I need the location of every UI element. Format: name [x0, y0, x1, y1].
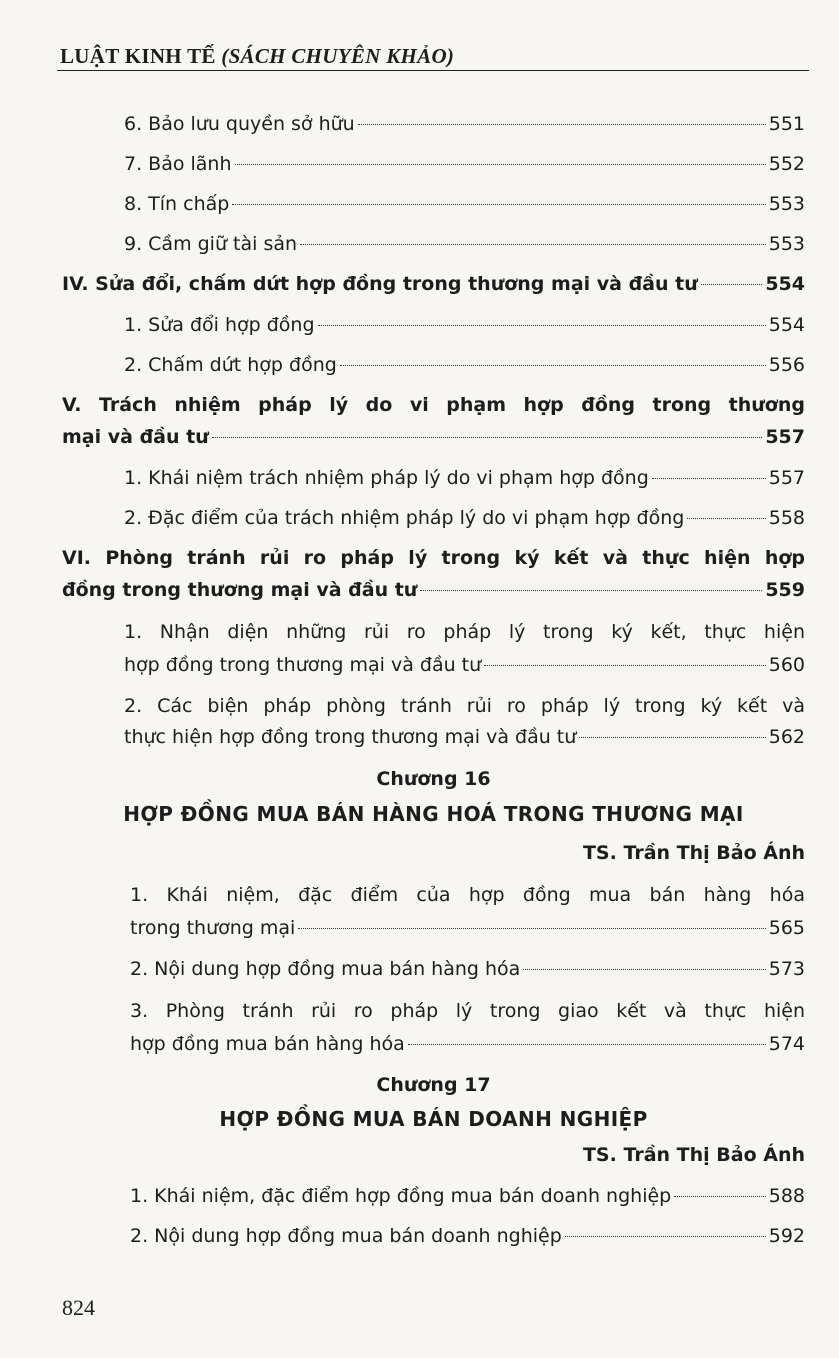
chapter-16-title: HỢP ĐỒNG MUA BÁN HÀNG HOÁ TRONG THƯƠNG MẠI: [123, 802, 744, 826]
dot-leader: [298, 928, 765, 929]
dot-leader: [687, 518, 765, 519]
toc-section-vi: [62, 575, 805, 605]
dot-leader: [484, 665, 766, 666]
toc-entry: [124, 503, 805, 533]
book-subtitle: (SÁCH CHUYÊN KHẢO): [221, 44, 455, 68]
toc-entry-title: 1. Sửa đổi hợp đồng: [124, 314, 315, 336]
toc-entry: [124, 229, 805, 259]
dot-leader: [300, 244, 766, 245]
chapter-16-author: TS. Trần Thị Bảo Ánh: [582, 842, 805, 864]
toc-entry-title: 1. Khái niệm, đặc điểm hợp đồng mua bán doanh nghiệp: [130, 1185, 672, 1207]
dot-leader: [212, 437, 763, 438]
dot-leader: [340, 365, 766, 366]
toc-page-number: 552: [768, 153, 805, 175]
toc-entry-title: hợp đồng trong thương mại và đầu tư: [124, 654, 482, 676]
toc-entry: [124, 350, 805, 380]
toc-page-number: 554: [768, 314, 805, 336]
toc-entry-title: 2. Đặc điểm của trách nhiệm pháp lý do vi phạm hợp đồng: [124, 507, 685, 529]
toc-section-v-line1: V. Trách nhiệm pháp lý do vi phạm hợp đồng trong thương: [62, 394, 805, 416]
toc-entry-title: trong thương mại: [130, 917, 296, 939]
toc-entry-line1: 1. Nhận diện những rủi ro pháp lý trong ký kết, thực hiện: [124, 621, 805, 643]
toc-section-v: [62, 422, 805, 452]
toc-page-number: 554: [765, 273, 805, 295]
dot-leader: [652, 478, 766, 479]
toc-page-number: 557: [768, 467, 805, 489]
toc-page-number: 562: [768, 726, 805, 748]
toc-entry-title: 7. Bảo lãnh: [124, 153, 232, 175]
running-head: [60, 44, 454, 69]
toc-section-iv: [62, 269, 805, 299]
toc-entry: [130, 954, 805, 984]
toc-entry-title: 9. Cầm giữ tài sản: [124, 233, 298, 255]
dot-leader: [235, 164, 766, 165]
dot-leader: [523, 969, 765, 970]
toc-entry: [124, 189, 805, 219]
toc-entry: [130, 913, 805, 943]
dot-leader: [565, 1236, 766, 1237]
toc-entry: [130, 1181, 805, 1211]
dot-leader: [701, 284, 763, 285]
dot-leader: [674, 1196, 766, 1197]
toc-entry: [124, 149, 805, 179]
toc-entry-line1: 3. Phòng tránh rủi ro pháp lý trong giao kết và thực hiện: [130, 1000, 805, 1022]
toc-entry-title: đồng trong thương mại và đầu tư: [62, 579, 418, 601]
toc-page-number: 556: [768, 354, 805, 376]
dot-leader: [232, 204, 765, 205]
toc-entry-line1: 2. Các biện pháp phòng tránh rủi ro pháp lý trong ký kết và: [124, 695, 805, 717]
toc-entry-title: thực hiện hợp đồng trong thương mại và đầu tư: [124, 726, 577, 748]
dot-leader: [420, 590, 762, 591]
book-title: LUẬT KINH TẾ: [60, 44, 216, 68]
header-rule: [57, 70, 809, 71]
toc-entry-title: mại và đầu tư: [62, 426, 209, 448]
chapter-17-label: Chương 17: [376, 1074, 491, 1096]
toc-page-number: 588: [768, 1185, 805, 1207]
toc-entry-title: hợp đồng mua bán hàng hóa: [130, 1033, 405, 1055]
page-number: 824: [62, 1295, 95, 1320]
toc-page-number: 560: [768, 654, 805, 676]
toc-page-number: 565: [768, 917, 805, 939]
chapter-16-label: Chương 16: [376, 768, 491, 790]
toc-entry: [130, 1221, 805, 1251]
toc-entry: [124, 722, 805, 752]
toc-page-number: 557: [765, 426, 805, 448]
toc-entry-title: 1. Khái niệm trách nhiệm pháp lý do vi phạm hợp đồng: [124, 467, 649, 489]
toc-page-number: 551: [768, 113, 805, 135]
toc-entry: [124, 463, 805, 493]
toc-entry: [130, 1029, 805, 1059]
toc-entry-title: 2. Nội dung hợp đồng mua bán hàng hóa: [130, 958, 521, 980]
dot-leader: [318, 325, 766, 326]
toc-entry-title: 2. Nội dung hợp đồng mua bán doanh nghiệp: [130, 1225, 562, 1247]
toc-entry-line1: 1. Khái niệm, đặc điểm của hợp đồng mua bán hàng hóa: [130, 884, 805, 906]
toc-page-number: 592: [768, 1225, 805, 1247]
chapter-17-author: TS. Trần Thị Bảo Ánh: [582, 1144, 805, 1166]
dot-leader: [358, 124, 766, 125]
toc-page-number: 574: [768, 1033, 805, 1055]
toc-page-number: 553: [768, 193, 805, 215]
chapter-17-title: HỢP ĐỒNG MUA BÁN DOANH NGHIỆP: [219, 1107, 648, 1131]
toc-entry: [124, 310, 805, 340]
dot-leader: [408, 1044, 766, 1045]
toc-entry-title: IV. Sửa đổi, chấm dứt hợp đồng trong thương mại và đầu tư: [62, 273, 698, 295]
toc-page-number: 559: [765, 579, 805, 601]
toc-entry-title: 8. Tín chấp: [124, 193, 230, 215]
toc-section-vi-line1: VI. Phòng tránh rủi ro pháp lý trong ký kết và thực hiện hợp: [62, 547, 805, 569]
toc-page-number: 553: [768, 233, 805, 255]
dot-leader: [579, 737, 765, 738]
toc-page-number: 558: [768, 507, 805, 529]
toc-entry: [124, 109, 805, 139]
toc-entry-title: 2. Chấm dứt hợp đồng: [124, 354, 337, 376]
toc-entry: [124, 650, 805, 680]
toc-entry-title: 6. Bảo lưu quyền sở hữu: [124, 113, 355, 135]
toc-page-number: 573: [768, 958, 805, 980]
